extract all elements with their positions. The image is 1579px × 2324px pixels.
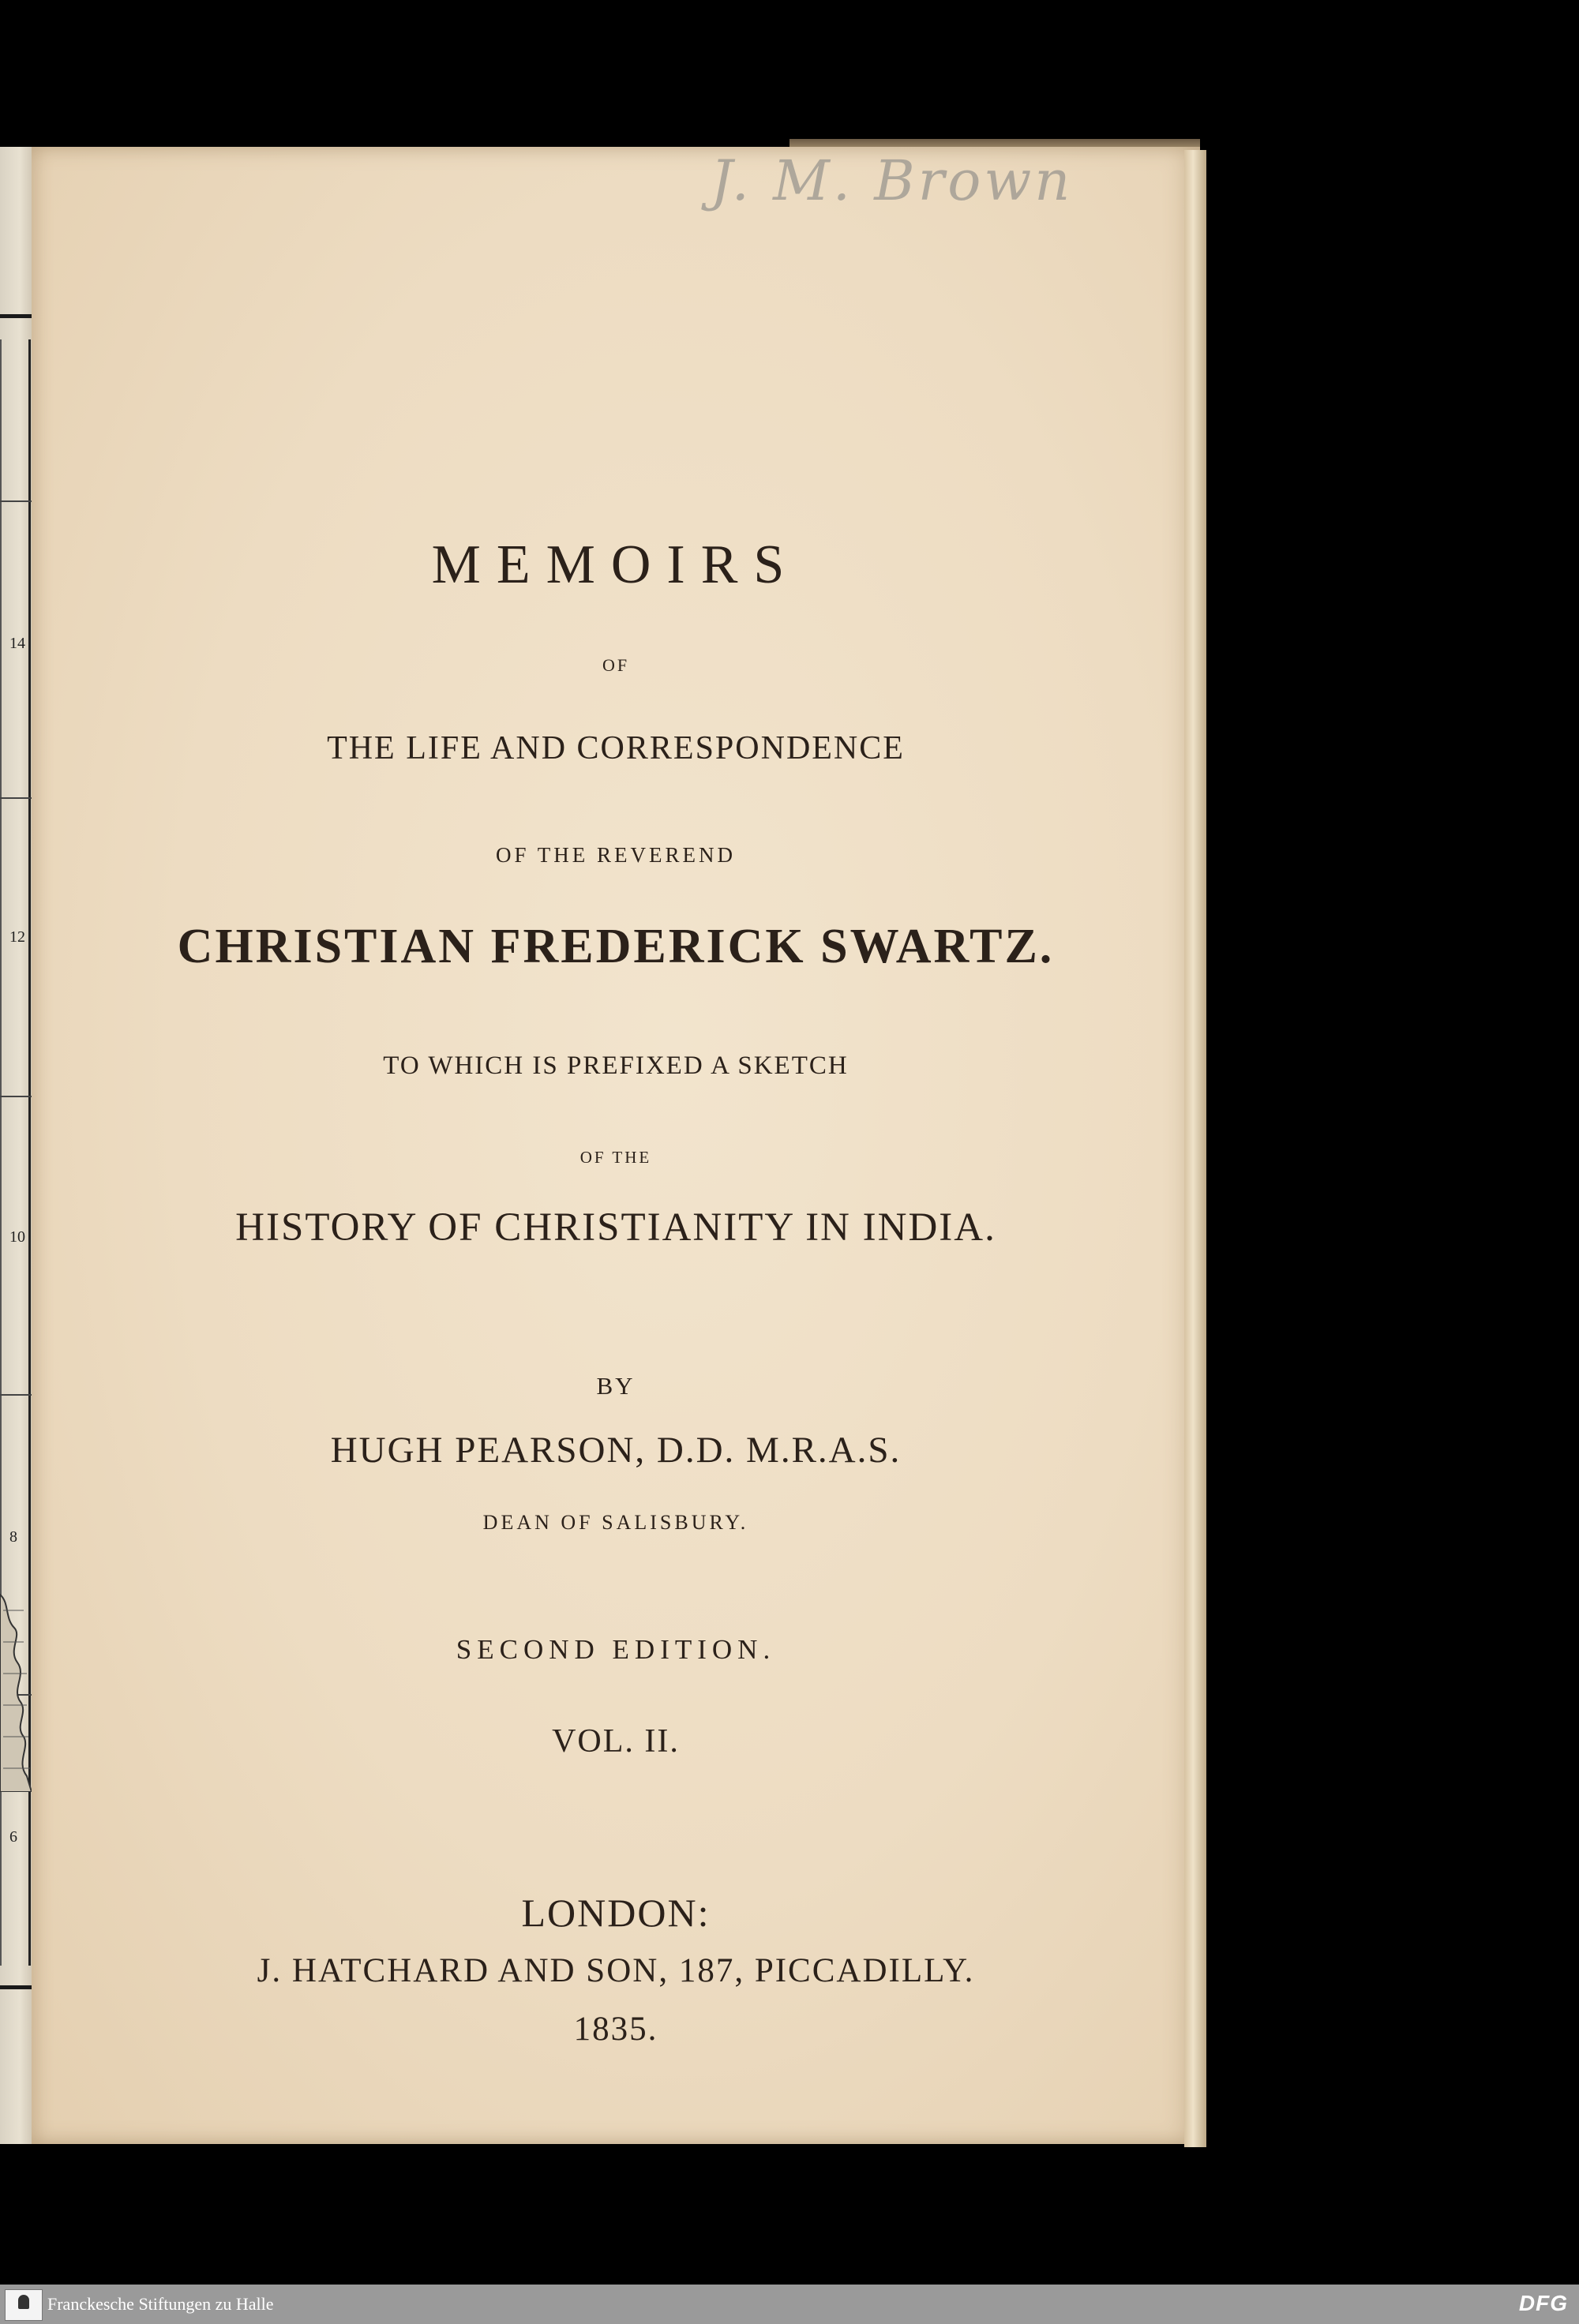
dfg-logo: DFG (1518, 2291, 1568, 2315)
title-subject-name: CHRISTIAN FREDERICK SWARTZ. (177, 920, 1055, 973)
byline-by: BY (596, 1372, 636, 1400)
title-page (32, 147, 1200, 2144)
title-of: OF (602, 655, 630, 675)
author-name: HUGH PEARSON, D.D. M.R.A.S. (330, 1430, 902, 1471)
imprint-year: 1835. (573, 2011, 658, 2048)
handwritten-signature: J. M. Brown (711, 148, 1074, 213)
author-title: DEAN OF SALISBURY. (482, 1511, 749, 1534)
imprint-publisher: J. HATCHARD AND SON, 187, PICCADILLY. (257, 1952, 975, 1989)
title-of-the-reverend: OF THE REVEREND (495, 843, 736, 867)
title-history: HISTORY OF CHRISTIANITY IN INDIA. (235, 1205, 996, 1250)
footer-bar (0, 2285, 1579, 2324)
title-life-and-correspondence: THE LIFE AND CORRESPONDENCE (327, 730, 905, 767)
ruler-tick (0, 1096, 32, 1097)
ruler-label-10: 10 (9, 1228, 25, 1246)
ruler-label-8: 8 (9, 1528, 17, 1546)
edition: SECOND EDITION. (456, 1634, 776, 1665)
institution-logo (5, 2289, 43, 2321)
imprint-place: LONDON: (521, 1891, 711, 1935)
map-coastline (0, 1587, 32, 1792)
logo-mark-icon (18, 2295, 29, 2309)
page-fore-edge (1184, 150, 1206, 2147)
ruler-label-14: 14 (9, 635, 25, 652)
volume: VOL. II. (552, 1723, 680, 1760)
title-of-the: OF THE (579, 1148, 652, 1167)
ruler-tick (0, 1394, 32, 1396)
ruler-tick (0, 797, 32, 799)
footer-institution: Franckesche Stiftungen zu Halle (47, 2294, 274, 2314)
ruler-label-6: 6 (9, 1828, 17, 1846)
ruler-label-12: 12 (9, 928, 25, 946)
ruler-tick (0, 500, 32, 502)
title-memoirs: MEMOIRS (431, 534, 801, 595)
title-prefixed-sketch: TO WHICH IS PREFIXED A SKETCH (383, 1051, 849, 1080)
